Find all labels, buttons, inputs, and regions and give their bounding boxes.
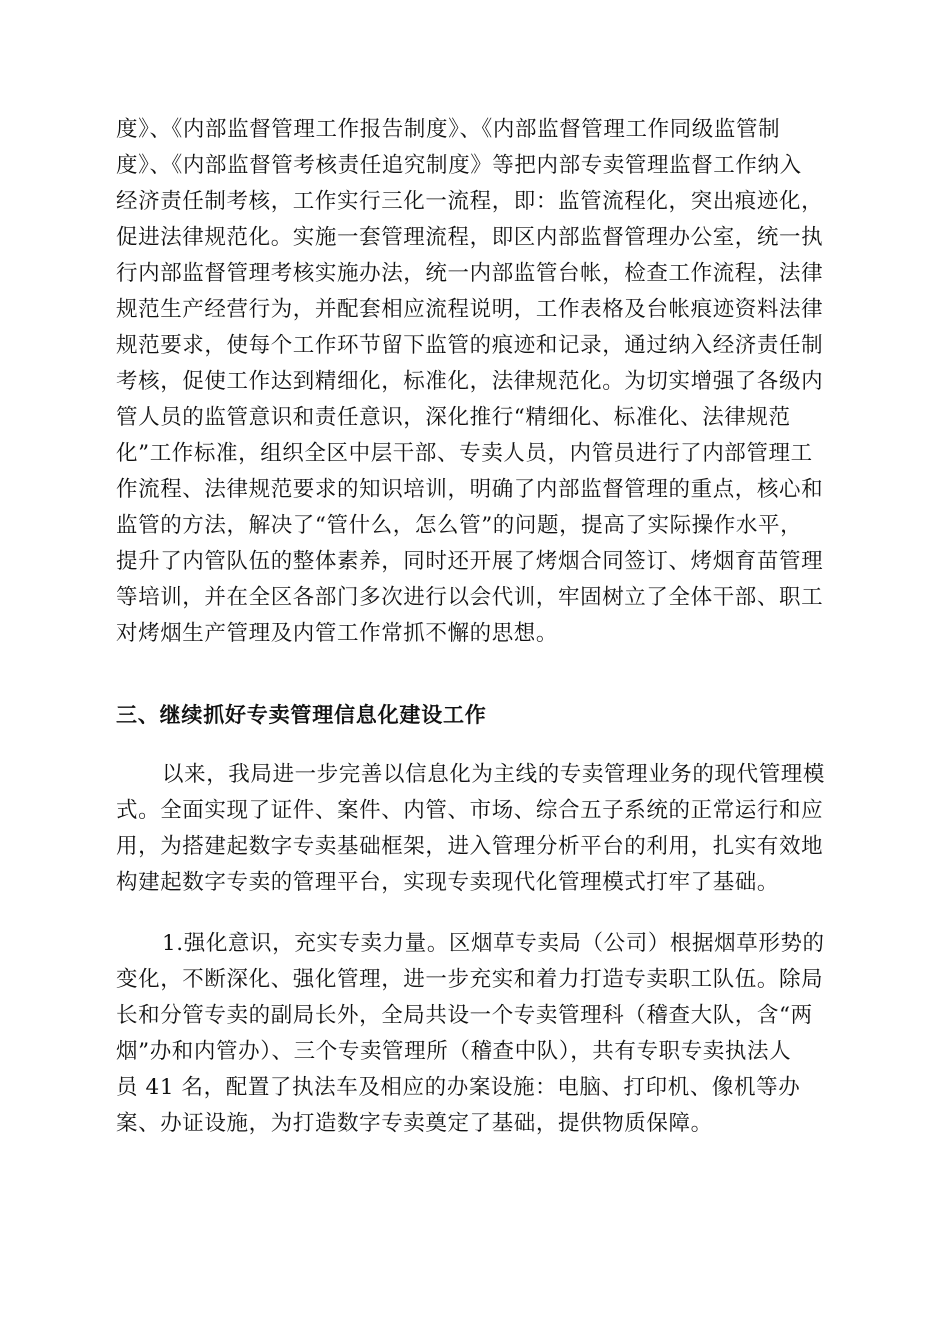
paragraph1-line: 经济责任制考核，工作实行三化一流程，即：监管流程化，突出痕迹化， <box>116 189 824 214</box>
paragraph1-line: 监管的方法，解决了“管什么，怎么管”的问题，提高了实际操作水平， <box>116 513 803 538</box>
paragraph3-line: 烟”办和内管办）、三个专卖管理所（稽查中队），共有专职专卖执法人 <box>116 1039 792 1064</box>
paragraph1-line: 行内部监督管理考核实施办法，统一内部监管台帐，检查工作流程，法律 <box>116 261 824 286</box>
paragraph1-line: 管人员的监管意识和责任意识，深化推行“精细化、标准化、法律规范 <box>116 405 791 430</box>
paragraph2-line: 用，为搭建起数字专卖基础框架，进入管理分析平台的利用，扎实有效地 <box>116 834 824 859</box>
paragraph3-line: 案、办证设施，为打造数字专卖奠定了基础，提供物质保障。 <box>116 1111 713 1136</box>
paragraph1-line: 考核，促使工作达到精细化，标准化，法律规范化。为切实增强了各级内 <box>116 369 824 394</box>
paragraph1-line: 对烤烟生产管理及内管工作常抓不懈的思想。 <box>116 621 559 646</box>
paragraph2-line: 式。全面实现了证件、案件、内管、市场、综合五子系统的正常运行和应 <box>116 798 824 823</box>
paragraph3-line: 变化，不断深化、强化管理，进一步充实和着力打造专卖职工队伍。除局 <box>116 967 824 992</box>
paragraph1-line: 规范要求，使每个工作环节留下监管的痕迹和记录，通过纳入经济责任制 <box>116 333 824 358</box>
paragraph1-line: 促进法律规范化。实施一套管理流程，即区内部监督管理办公室，统一执 <box>116 225 824 250</box>
paragraph1-line: 规范生产经营行为，并配套相应流程说明，工作表格及台帐痕迹资料法律 <box>116 297 824 322</box>
paragraph1-line: 提升了内管队伍的整体素养，同时还开展了烤烟合同签订、烤烟育苗管理 <box>116 549 824 574</box>
paragraph2-line: 构建起数字专卖的管理平台，实现专卖现代化管理模式打牢了基础。 <box>116 870 780 895</box>
paragraph2-line: 以来，我局进一步完善以信息化为主线的专卖管理业务的现代管理模 <box>162 762 826 787</box>
section-heading: 三、继续抓好专卖管理信息化建设工作 <box>116 703 487 727</box>
paragraph3-line: 长和分管专卖的副局长外，全局共设一个专卖管理科（稽查大队，含“两 <box>116 1003 813 1028</box>
paragraph1-line: 度》、《内部监督管理工作报告制度》、《内部监督管理工作同级监管制 <box>116 117 781 142</box>
paragraph1-line: 化”工作标准，组织全区中层干部、专卖人员，内管员进行了内部管理工 <box>116 441 813 466</box>
paragraph1-line: 作流程、法律规范要求的知识培训，明确了内部监督管理的重点，核心和 <box>116 477 824 502</box>
paragraph3-line: 员 41 名，配置了执法车及相应的办案设施：电脑、打印机、像机等办 <box>116 1075 801 1100</box>
paragraph1-line: 等培训，并在全区各部门多次进行以会代训，牢固树立了全体干部、职工 <box>116 585 824 610</box>
paragraph3-line: 1.强化意识，充实专卖力量。区烟草专卖局（公司）根据烟草形势的 <box>162 931 825 956</box>
paragraph1-line: 度》、《内部监督管考核责任追究制度》等把内部专卖管理监督工作纳入 <box>116 153 802 178</box>
